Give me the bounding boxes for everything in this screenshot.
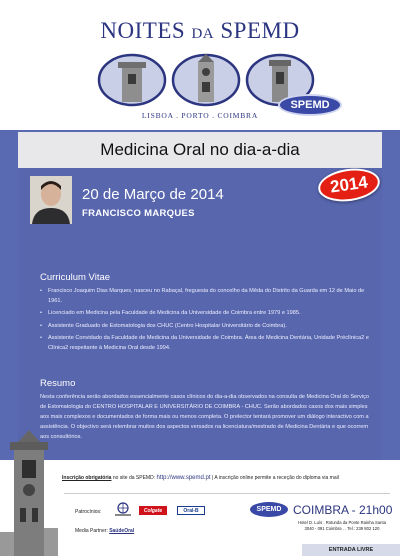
venue-address-line-1: Hotel D. Luís . Rotunda da Ponte Rainha Santa xyxy=(298,520,386,525)
cv-item: • Licenciado em Medicina pela Faculdade de Medicina da Universidade de Coimbra entre 1979 e 1985. xyxy=(40,309,370,319)
spemd-logo: SPEMD xyxy=(278,94,342,116)
registration-note: | A inscrição online permite a receção do diploma via mail xyxy=(211,475,339,481)
summary-text: Nesta conferência serão abordados essencialmente casos clínicos do dia-a-dia observados na consulta de Medicina Oral do Serviço de Estomatologia do CENTRO HOSPITALAR E UNIVERSITÁRIO DE COIMBRA - CHUC. Serão abordados casos dos mais simples aos mais complexos e documentados de forma mais ou menos completa. O prelector tentará promover um diálogo interactivo com a assistência. O objectivo será relembrar muitos dos aspectos versados na licenciatura/mestrado de Medicina Dentária e que ocorrem aos consultórios. xyxy=(40,394,369,440)
free-entry-badge: ENTRADA LIVRE xyxy=(302,544,400,556)
divider xyxy=(64,493,390,494)
cv-item: • Assistente Convidado da Faculdade de Medicina da Universidade de Coimbra. Área de Medicina Dentária, Unidade Préclínica2 e Clínica2 respeitante à Medicina Oral desde 1994. xyxy=(40,334,370,353)
sponsor-oralb-logo: Oral-B xyxy=(177,506,205,515)
tower-illustration xyxy=(0,428,58,556)
venue-title: COIMBRA - 21h00 xyxy=(293,503,393,517)
cv-list xyxy=(40,287,370,357)
registration-mid: no site da SPEMD: xyxy=(111,475,157,481)
speaker-photo xyxy=(30,176,72,224)
registration-label: Inscrição obrigatória xyxy=(62,475,112,481)
event-series-title xyxy=(0,18,400,44)
media-partner-line xyxy=(75,528,134,534)
event-date: 20 de Março de 2014 xyxy=(82,186,224,203)
cities-caption: LISBOA . PORTO . COIMBRA xyxy=(141,111,259,120)
sponsors-label: Patrocínios: xyxy=(75,509,102,515)
venue-spemd-logo: SPEMD xyxy=(250,502,288,517)
title-bar xyxy=(18,132,382,168)
title-part-1: NOITES xyxy=(100,18,192,43)
sponsor-colgate-logo: Colgate xyxy=(139,506,167,515)
card-body xyxy=(18,168,382,460)
header xyxy=(0,0,400,130)
title-part-2: DA xyxy=(191,26,215,42)
speaker-name: FRANCISCO MARQUES xyxy=(82,208,195,219)
media-partner-label: Media Partner: xyxy=(75,528,110,534)
cv-item: • Francisco Joaquim Dias Marques, nasceu no Rabaçal, freguesia do concelho da Mêda do Distrito da Guarda em 12 de Maio de 1961. xyxy=(40,287,370,306)
media-partner-name: SaúdeOral xyxy=(109,528,135,534)
venue-address-line-2: 3040 - 091 Coimbra . . Tel.: 239 802 120 xyxy=(304,526,380,531)
cv-item: • Assistente Graduado de Estomatologia dos CHUC (Centro Hospitalar Universitário de Coimbra). xyxy=(40,322,370,332)
registration-line xyxy=(62,475,392,481)
summary-heading: Resumo xyxy=(40,378,76,389)
sponsor-globe-icon xyxy=(112,502,134,517)
year-badge: 2014 xyxy=(316,165,382,205)
cv-heading: Curriculum Vitae xyxy=(40,272,111,283)
title-part-3: SPEMD xyxy=(214,18,300,43)
venue-address xyxy=(290,520,394,532)
event-title: Medicina Oral no dia-a-dia xyxy=(100,140,300,159)
registration-link[interactable]: http://www.spemd.pt xyxy=(156,475,211,481)
